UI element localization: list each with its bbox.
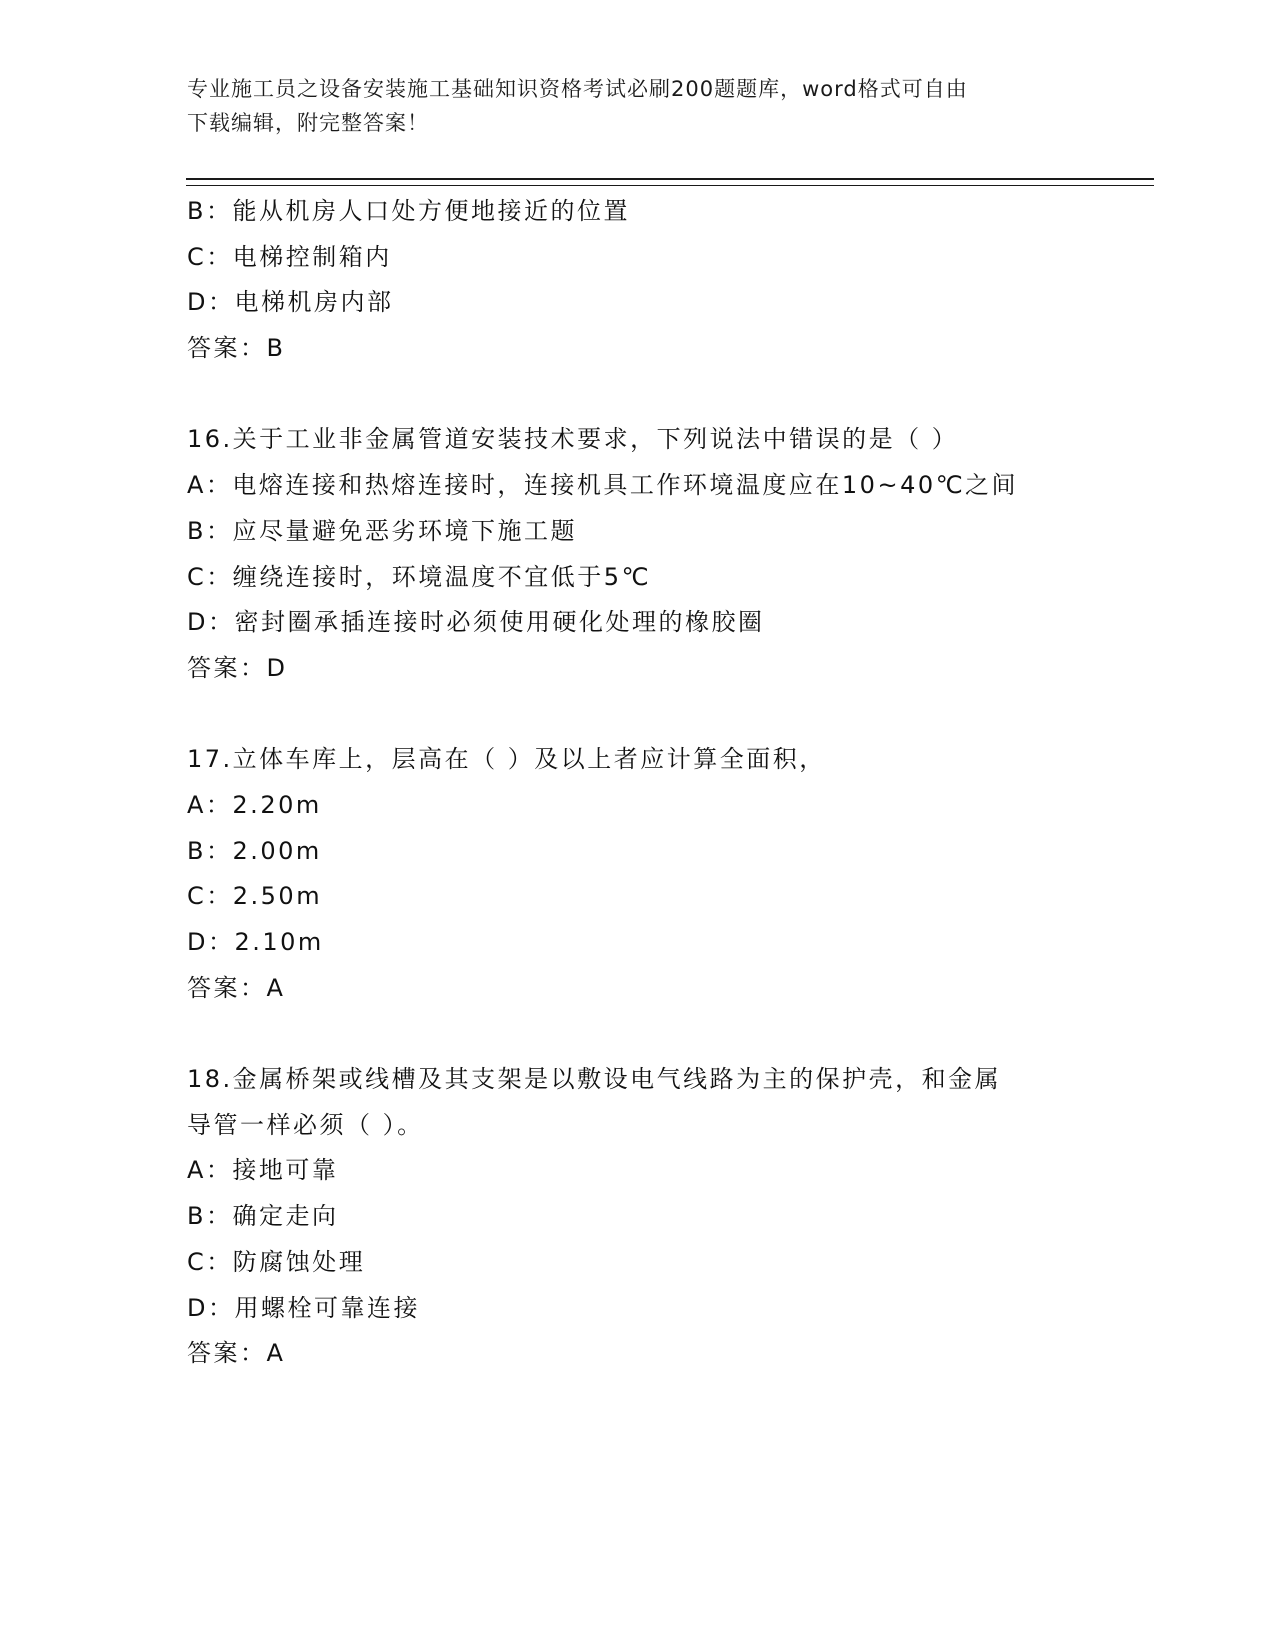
option-line: A：接地可靠: [187, 1156, 339, 1185]
option-line: C：缠绕连接时，环境温度不宜低于5℃: [187, 562, 651, 591]
question-list: [187, 189, 1087, 1377]
option-line: D：2.10m: [187, 928, 324, 956]
option-line: D：电梯机房内部: [187, 288, 394, 317]
spacer: [187, 1011, 1087, 1057]
answer-line: 答案：B: [187, 334, 286, 363]
answer-line: 答案：A: [187, 1339, 286, 1368]
option-line: A：电熔连接和热熔连接时，连接机具工作环境温度应在10~40℃之间: [187, 471, 1019, 500]
option-line: A：2.20m: [187, 790, 322, 819]
question-stem-continuation: 导管一样必须（ ）。: [187, 1110, 424, 1139]
option-line: C：电梯控制箱内: [187, 242, 392, 271]
question-stem: 17.立体车库上，层高在（ ）及以上者应计算全面积，: [187, 745, 826, 774]
spacer: [187, 692, 1087, 738]
header-title-line-2: 下载编辑，附完整答案！: [187, 111, 429, 135]
answer-line: 答案：D: [187, 653, 288, 682]
option-line: B：2.00m: [187, 836, 322, 865]
header-divider: [186, 178, 1154, 186]
option-line: C：防腐蚀处理: [187, 1247, 366, 1276]
option-line: D：密封圈承插连接时必须使用硬化处理的橡胶圈: [187, 608, 765, 637]
answer-line: 答案：A: [187, 973, 286, 1002]
question-stem: 16.关于工业非金属管道安装技术要求，下列说法中错误的是（ ）: [187, 425, 959, 454]
spacer: [187, 372, 1087, 418]
option-line: B：确定走向: [187, 1202, 339, 1231]
option-line: D：用螺栓可靠连接: [187, 1293, 420, 1322]
document-header: [187, 72, 1067, 140]
option-line: B：应尽量避免恶劣环境下施工题: [187, 516, 577, 545]
option-line: C：2.50m: [187, 882, 323, 911]
option-line: B：能从机房人口处方便地接近的位置: [187, 197, 630, 225]
question-stem: 18.金属桥架或线槽及其支架是以敷设电气线路为主的保护壳，和金属: [187, 1065, 1002, 1094]
header-title-line-1: 专业施工员之设备安装施工基础知识资格考试必刷200题题库，word格式可自由: [187, 77, 968, 101]
